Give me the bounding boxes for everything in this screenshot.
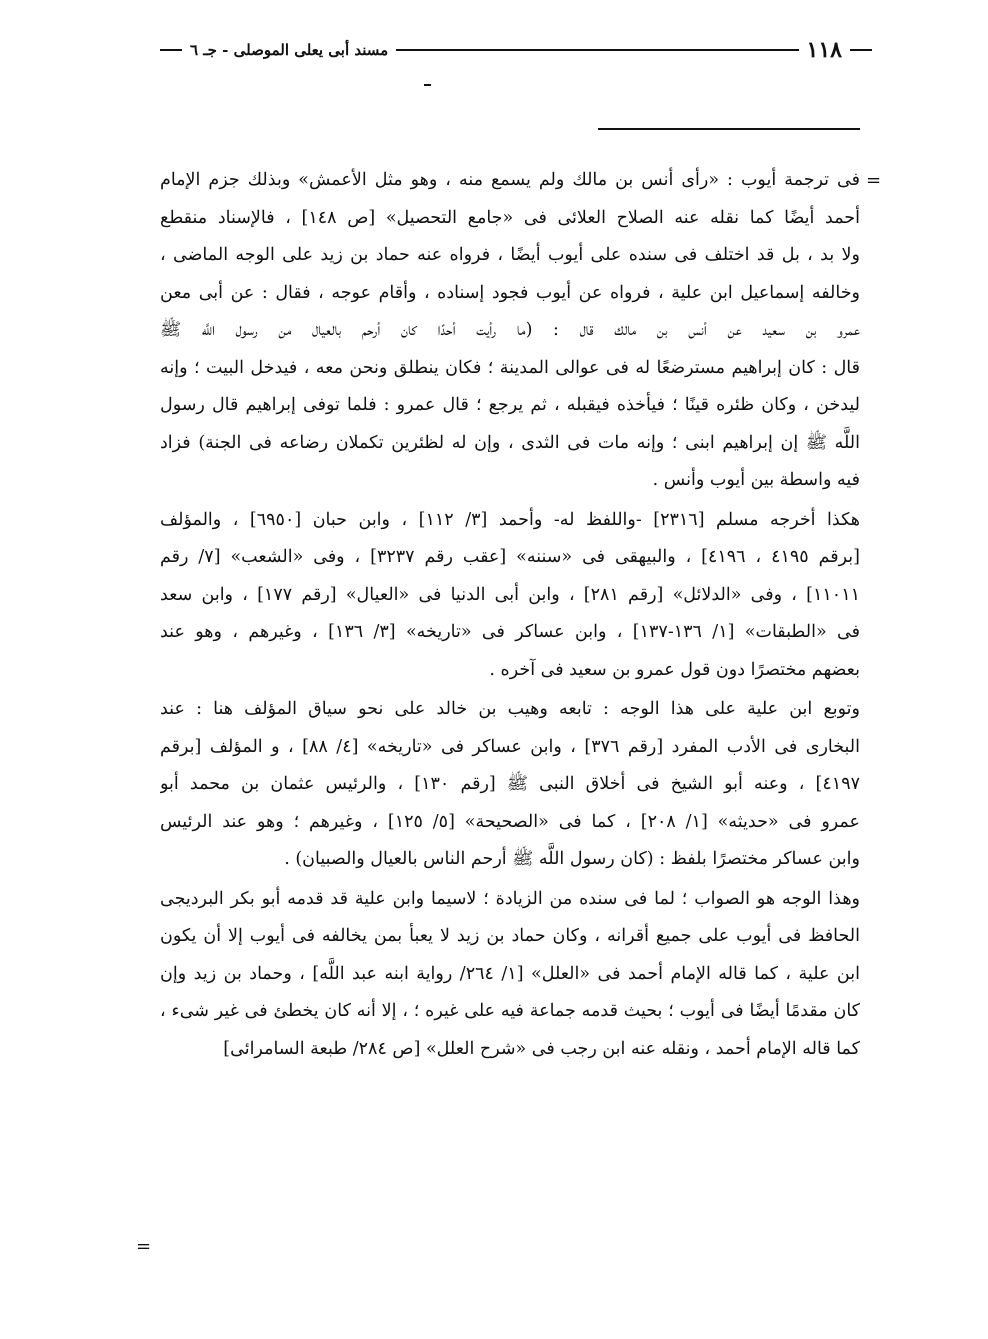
paragraph [160, 162, 860, 500]
text-line: بعضهم مختصرًا دون قول عمرو بن سعيد فى آخره . [489, 659, 860, 680]
header-dash [160, 49, 182, 51]
text-line: ١١٠١١] ، وفى «الدلائل» [رقم ٢٨١] ، وابن أبى الدنيا فى «العيال» [رقم ١٧٧] ، وابن سعد [160, 584, 860, 605]
text-line: فى «الطبقات» [١/ ١٣٦-١٣٧] ، وابن عساكر فى «تاريخه» [٣/ ١٣٦] ، وغيرهم ، وهو عند [160, 622, 860, 642]
header-rule [396, 49, 798, 51]
text-line: ولا بد ، بل قد اختلف فى سنده على أيوب أيضًا ، فرواه عنه حماد بن زيد على الوجه الماضى ، [160, 245, 860, 265]
continuation-mark-end: = [136, 1236, 152, 1257]
text-line: [برقم ٤١٩٥ ، ٤١٩٦] ، والبيهقى فى «سننه» [عقب رقم ٣٢٣٧] ، وفى «الشعب» [٧/ رقم [160, 547, 860, 567]
text-line: فى ترجمة أيوب : «رأى أنس بن مالك ولم يسمع منه ، وهو مثل الأعمش» وبذلك جزم الإمام [160, 170, 860, 190]
text-line: وخالفه إسماعيل ابن علية ، فرواه عن أيوب فجود إسناده ، وأقام عوجه ، فقال : عن أبى معن [160, 282, 860, 303]
text-line: وهذا الوجه هو الصواب ؛ لما فى سنده من الزيادة ؛ لاسيما وابن علية قد قدمه أبو بكر البرديجى [160, 888, 860, 909]
text-line: هكذا أخرجه مسلم [٢٣١٦] -واللفظ له- وأحمد [٣/ ١١٢] ، وابن حبان [٦٩٥٠] ، والمؤلف [160, 509, 860, 530]
paragraph [160, 691, 860, 879]
text-line: الحافظ فى أيوب على جميع أقرانه ، وكان حماد بن زيد لا يعبأ بمن يخالفه فى أيوب إلا أن يكون [160, 926, 860, 946]
paragraph [160, 502, 860, 690]
page-number: ١١٨ [806, 37, 842, 63]
text-line: وابن عساكر مختصرًا بلفظ : (كان رسول اللَّه ﷺ أرحم الناس بالعيال والصبيان) . [284, 849, 860, 869]
page-header [160, 38, 872, 62]
text-line: عمرو فى «حديثه» [١/ ٢٠٨] ، كما فى «الصحيحة» [٥/ ١٢٥] ، وغيرهم ؛ وهو عند الرئيس [160, 811, 860, 832]
paragraph [160, 881, 860, 1069]
text-line: فيه واسطة بين أيوب وأنس . [652, 470, 860, 490]
footnote-separator [598, 128, 860, 130]
text-line: كما قاله الإمام أحمد ، ونقله عنه ابن رجب فى «شرح العلل» [ص ٢٨٤/ طبعة السامرائى] [223, 1038, 860, 1059]
text-line: قال : كان إبراهيم مسترضعًا له فى عوالى المدينة ؛ فكان ينطلق ونحن معه ، فيدخل البيت ؛ وإنه [160, 357, 860, 378]
footnote-text [160, 162, 860, 1070]
text-line: أحمد أيضًا كما نقله عنه الصلاح العلائى فى «جامع التحصيل» [ص ١٤٨] ، فالإسناد منقطع [160, 207, 860, 228]
text-line: كان مقدمًا أيضًا فى أيوب ؛ بحيث قدمه جماعة فيه على غيره ؛ ، إلا أنه كان يخطئ فى غير شىء ، [160, 1001, 860, 1021]
text-line: عمرو بن سعيد عن أنس بن مالك قال : (ما رأيت أحدًا كان أرحم بالعيال من رسول اللَّه ﷺ [160, 320, 860, 340]
decorative-mark [424, 84, 431, 86]
text-line: ابن علية ، كما قاله الإمام أحمد فى «العلل» [١/ ٢٦٤/ رواية ابنه عبد اللَّه] ، وحماد بن زيد وإن [160, 963, 860, 984]
header-dash [850, 49, 872, 51]
running-title: مسند أبى يعلى الموصلى - جـ ٦ [190, 41, 389, 59]
text-line: اللَّه ﷺ إن إبراهيم ابنى ؛ وإنه مات فى الثدى ، وإن له لظئرين تكملان رضاعه فى الجنة) فزاد [160, 432, 860, 453]
text-line: وتوبع ابن علية على هذا الوجه : تابعه وهيب بن خالد على نحو سياق المؤلف هنا : عند [160, 699, 860, 719]
text-line: ٤١٩٧] ، وعنه أبو الشيخ فى أخلاق النبى ﷺ [رقم ١٣٠] ، والرئيس عثمان بن محمد أبو [160, 774, 860, 794]
continuation-mark-start: = [866, 170, 882, 191]
text-line: ليدخن ، وكان ظئره قينًا ؛ فيأخذه فيقبله ، ثم يرجع ؛ قال عمرو : فلما توفى إبراهيم قال رسول [160, 395, 860, 415]
text-line: البخارى فى الأدب المفرد [رقم ٣٧٦] ، وابن عساكر فى «تاريخه» [٤/ ٨٨] ، و المؤلف [برقم [160, 736, 860, 757]
